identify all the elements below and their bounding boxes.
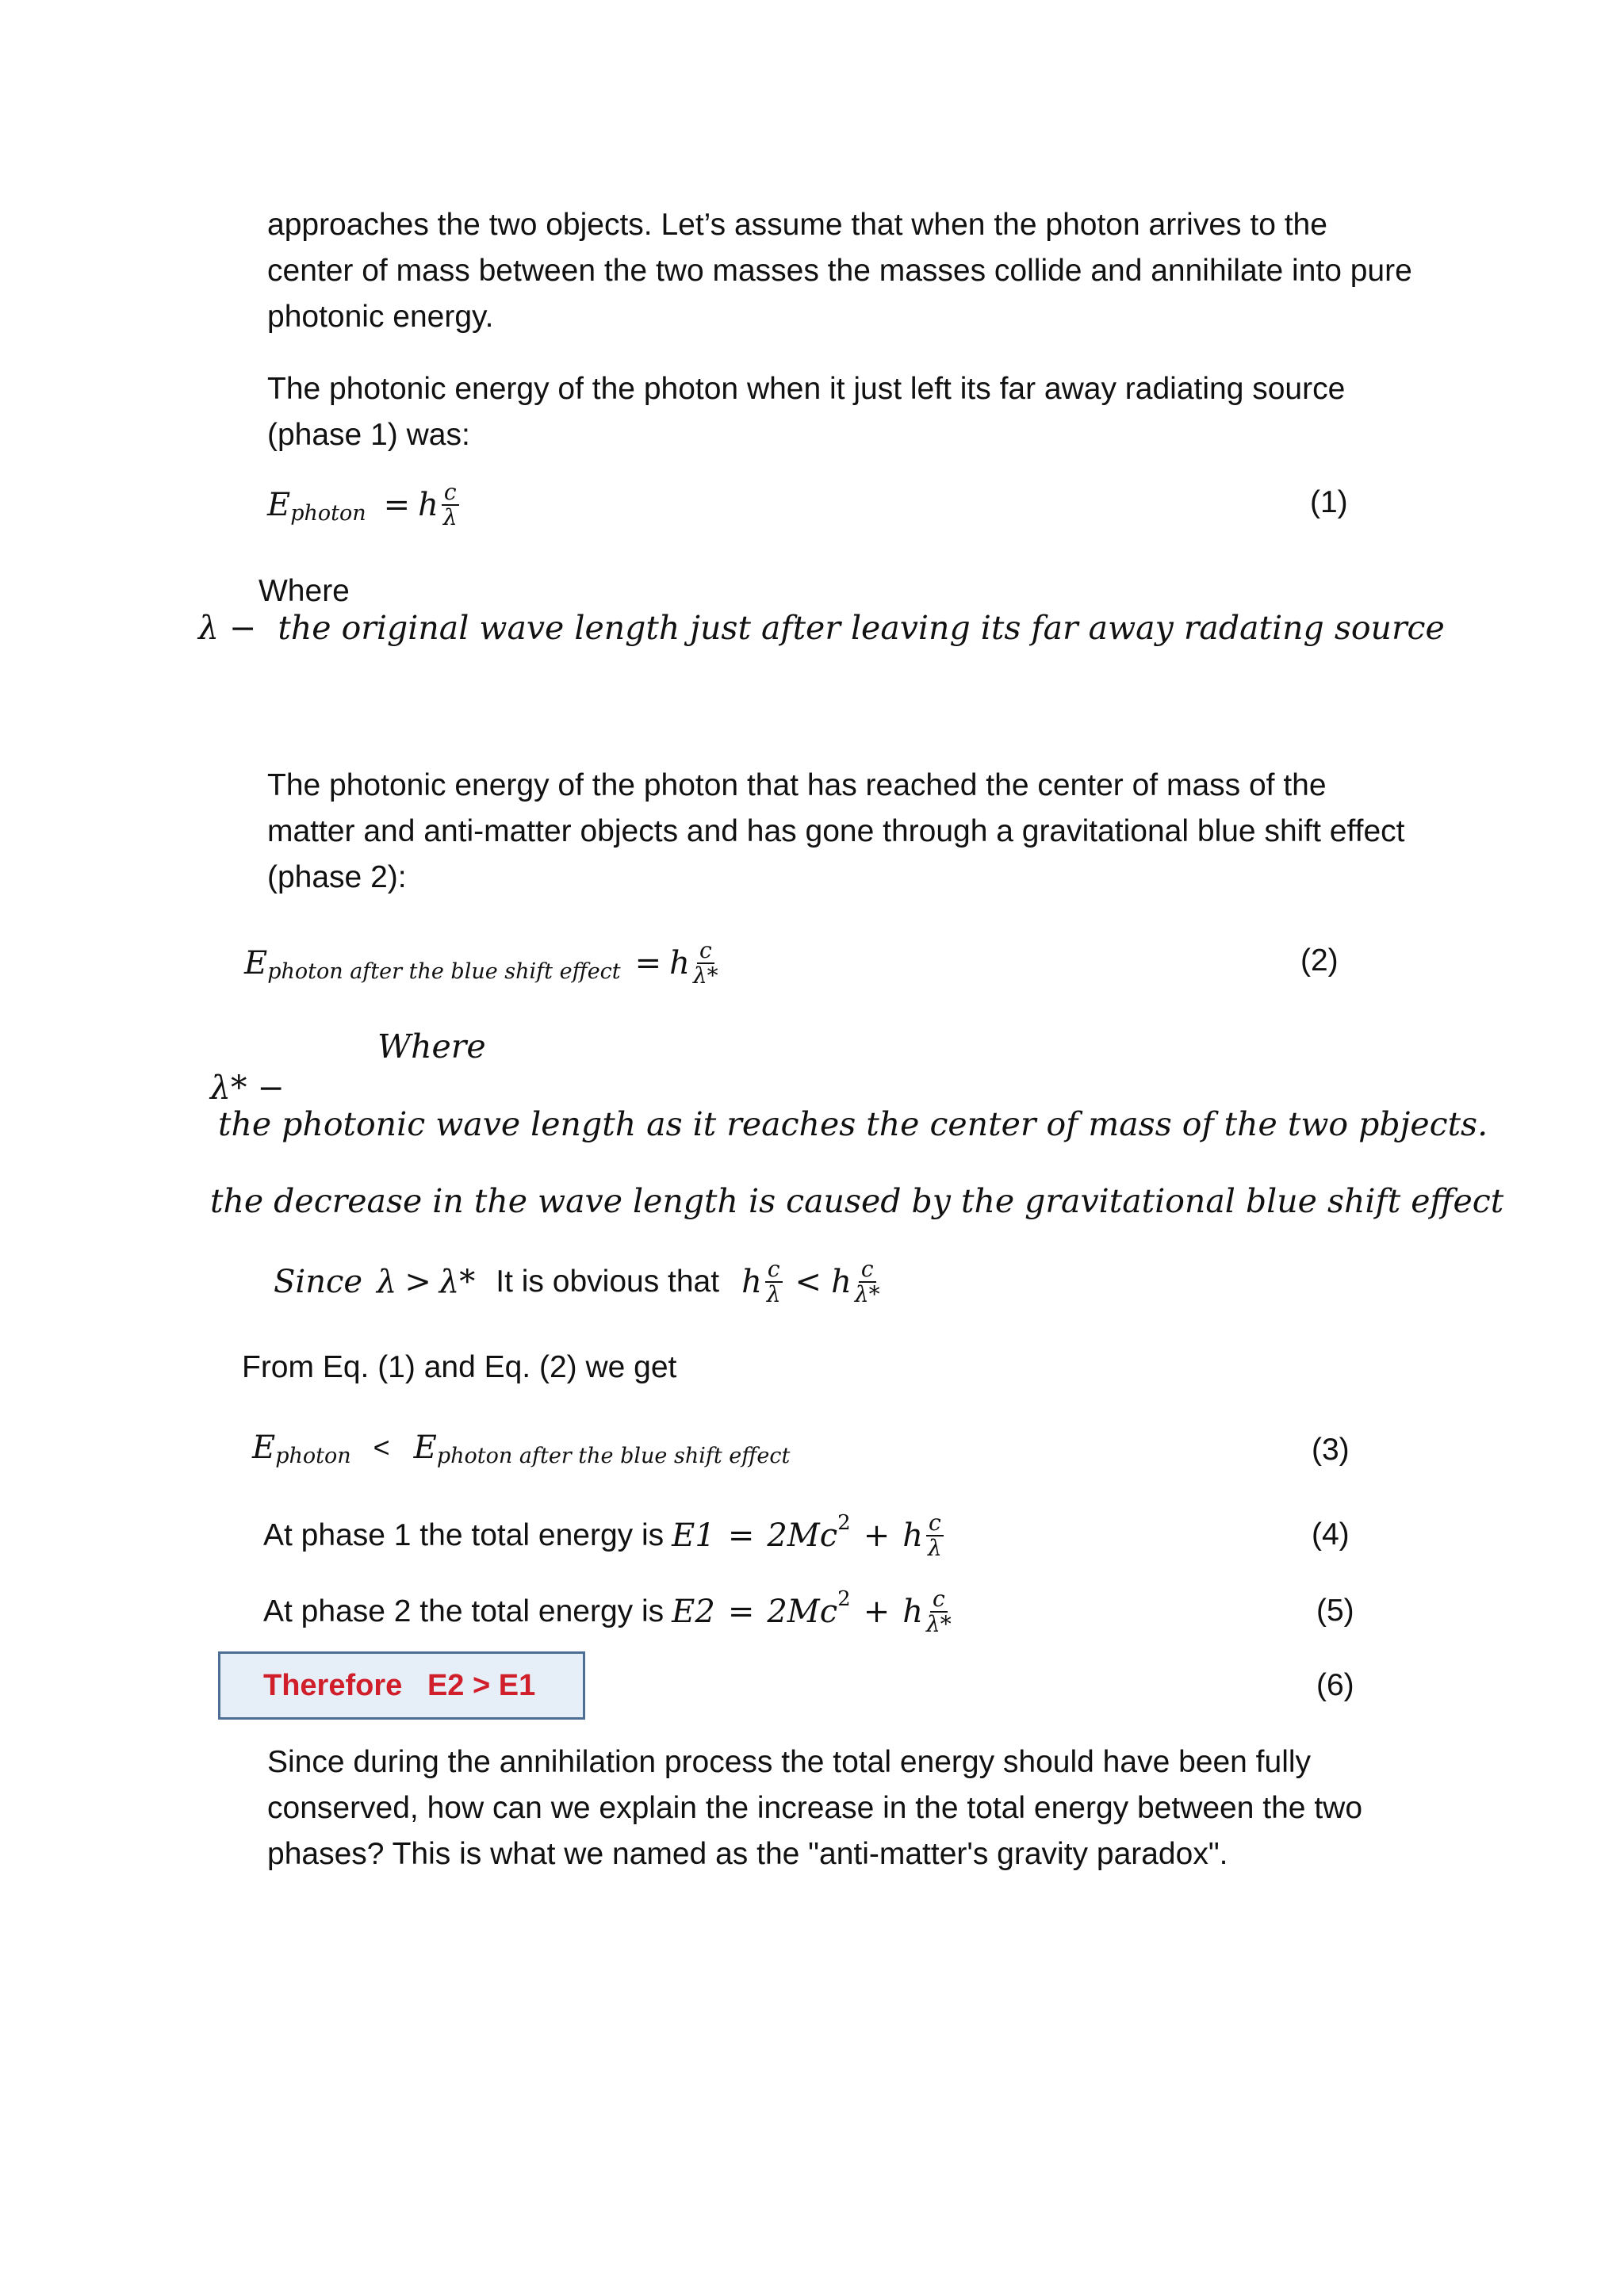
paragraph-phase1: The photonic energy of the photon when it just left its far away radiating source (phase 1) was:: [267, 372, 1346, 452]
eq4-text: At phase 1 the total energy is: [263, 1518, 665, 1552]
conclusion-box: [218, 1651, 585, 1720]
from-equations-line: From Eq. (1) and Eq. (2) we get: [242, 1350, 677, 1384]
eq4-term: 2Mc: [767, 1517, 838, 1554]
eq1-num: c: [442, 480, 459, 506]
equation-number-2: (2): [1300, 943, 1339, 978]
since-gt: >: [404, 1264, 431, 1300]
eq5-plus: +: [863, 1594, 891, 1630]
eq5-fraction: [926, 1587, 952, 1636]
equation-number-5: (5): [1316, 1594, 1354, 1628]
eq5-num: c: [930, 1587, 948, 1613]
eq2-den: λ*: [692, 962, 718, 989]
equation-2: [244, 939, 722, 988]
eq5-exp: 2: [837, 1587, 851, 1611]
equation-number-4: (4): [1312, 1517, 1350, 1552]
where2-note: the decrease in the wave length is caused by the gravitational blue shift effect: [210, 1182, 1504, 1220]
since-num1: c: [765, 1257, 783, 1283]
eq4-plus: +: [863, 1517, 891, 1554]
eq2-lhs-sub: photon after the blue shift effect: [267, 959, 621, 984]
eq1-lhs: E: [267, 487, 291, 523]
since-lambda: λ: [377, 1264, 397, 1300]
where1-symbol: λ −: [198, 609, 257, 647]
eq2-fraction: [693, 939, 718, 988]
eq1-h: h: [418, 487, 439, 523]
since-fraction-1: [765, 1257, 783, 1307]
eq4-h: h: [902, 1517, 923, 1554]
eq5-den: λ*: [925, 1611, 952, 1637]
eq4-lhs: E1: [672, 1517, 715, 1554]
paragraph-intro: approaches the two objects. Let’s assume that when the photon arrives to the center of mass between the two masses the masses collide and annihilate into pure photonic energy.: [267, 208, 1412, 334]
eq5-lhs: E2: [672, 1594, 715, 1630]
since-word: Since: [274, 1264, 363, 1300]
eq4-fraction: [926, 1511, 944, 1560]
since-h1: h: [741, 1264, 762, 1300]
where-label-2: Where: [377, 1027, 486, 1066]
eq3-left-sub: photon: [275, 1443, 351, 1468]
where1-text: the original wave length just after leaving its far away radating source: [278, 609, 1445, 647]
since-text: It is obvious that: [496, 1265, 720, 1299]
eq4-den: λ: [927, 1535, 942, 1561]
eq3-right: E: [413, 1429, 437, 1466]
equation-number-6: (6): [1316, 1668, 1354, 1702]
eq1-fraction: [442, 480, 459, 530]
where-definition-1: [198, 609, 1445, 647]
equation-number-3: (3): [1312, 1433, 1350, 1467]
since-den2: λ*: [854, 1281, 880, 1307]
eq5-term: 2Mc: [767, 1594, 838, 1630]
since-lt: <: [795, 1264, 822, 1300]
since-num2: c: [859, 1257, 876, 1283]
eq5-h: h: [902, 1594, 923, 1630]
eq4-exp: 2: [837, 1511, 851, 1535]
paragraph-paradox: Since during the annihilation process the total energy should have been fully conserved, how can we explain the increase in the total energy between the two phases? This is what we named as the "anti-matter's gravity paradox".: [267, 1745, 1363, 1871]
equation-number-1: (1): [1310, 485, 1348, 519]
since-line: [274, 1257, 883, 1307]
equation-4: [263, 1511, 947, 1560]
since-h2: h: [831, 1264, 852, 1300]
paragraph-phase2: The photonic energy of the photon that has reached the center of mass of the matter and anti-matter objects and has gone through a gravitational blue shift effect (phase 2):: [267, 768, 1448, 894]
eq1-den: λ: [442, 504, 458, 530]
eq3-right-sub: photon after the blue shift effect: [436, 1443, 791, 1468]
eq3-rel: <: [373, 1431, 390, 1464]
since-fraction-2: [855, 1257, 880, 1307]
eq5-rel: =: [727, 1594, 755, 1630]
eq1-rel: =: [383, 487, 411, 523]
where2-definition: the photonic wave length as it reaches the center of mass of the two pbjects.: [218, 1105, 1488, 1143]
eq2-rel: =: [634, 945, 662, 982]
eq2-h: h: [669, 945, 690, 982]
eq2-lhs: E: [244, 945, 268, 982]
equation-1: [267, 480, 462, 530]
equation-3: [252, 1429, 790, 1466]
conclusion-text: Therefore E2 > E1: [263, 1668, 536, 1702]
eq4-num: c: [926, 1511, 944, 1536]
eq3-left: E: [252, 1429, 276, 1466]
eq4-rel: =: [727, 1517, 755, 1554]
eq5-text: At phase 2 the total energy is: [263, 1594, 665, 1628]
where-label-1: Where: [259, 574, 350, 608]
eq2-num: c: [697, 939, 714, 964]
since-den1: λ: [766, 1281, 781, 1307]
since-lambda-star: λ*: [439, 1264, 476, 1300]
equation-5: [263, 1587, 955, 1636]
where2-symbol: λ* −: [210, 1069, 285, 1107]
eq1-lhs-sub: photon: [290, 500, 366, 526]
